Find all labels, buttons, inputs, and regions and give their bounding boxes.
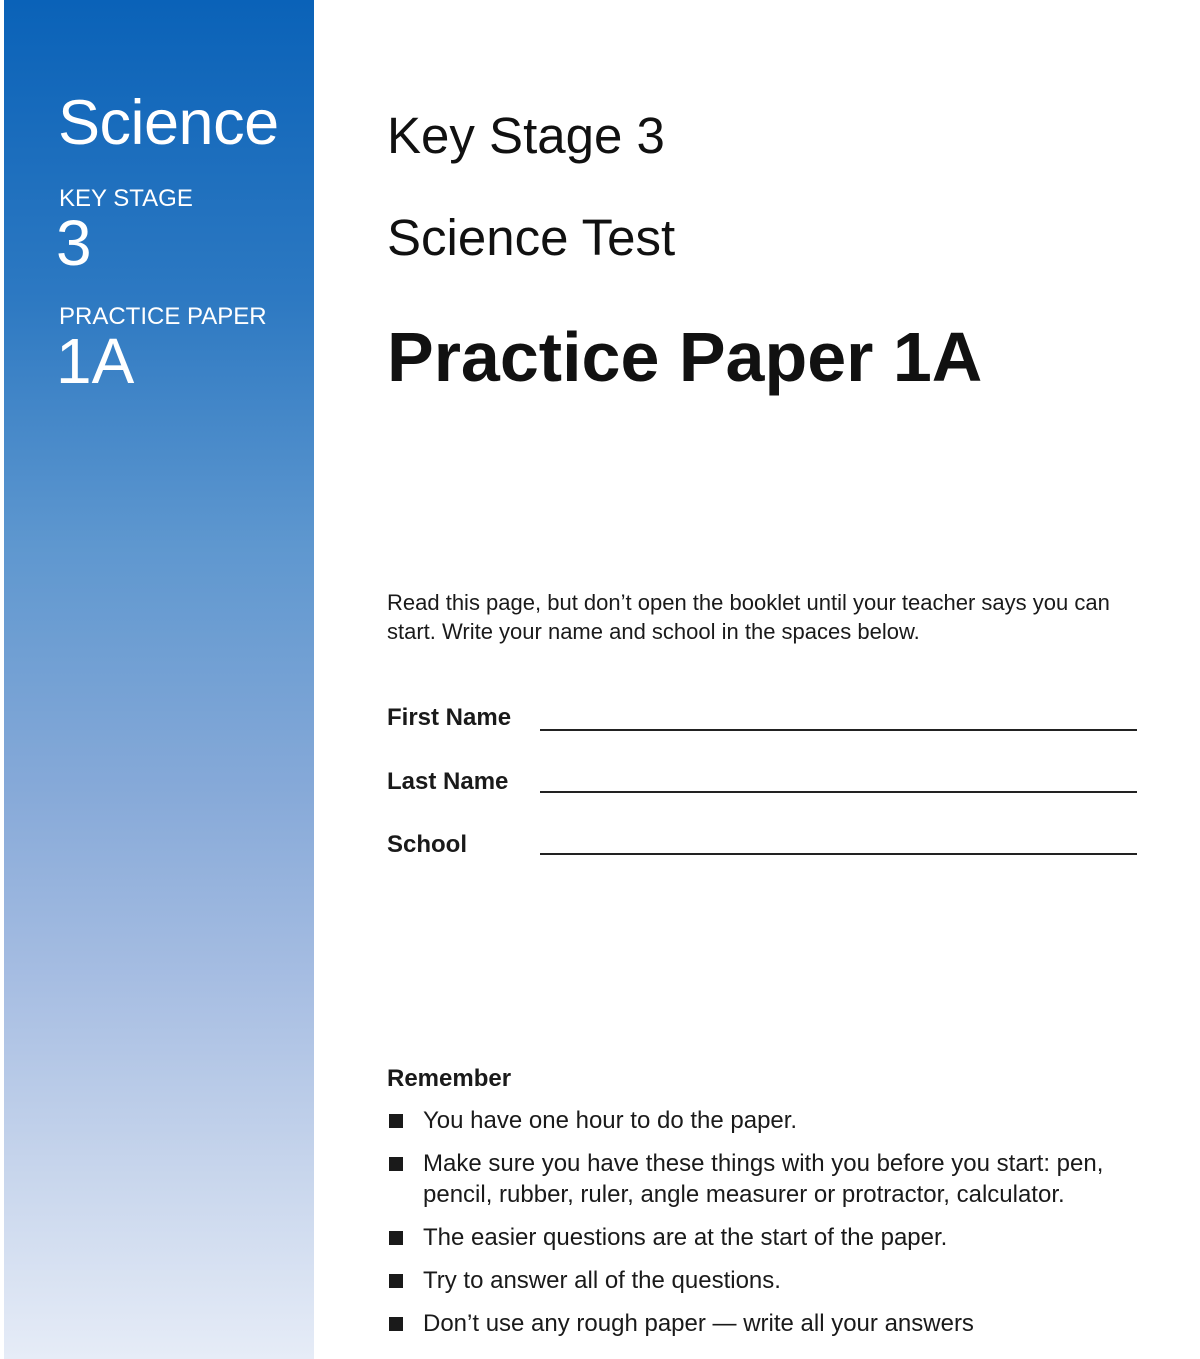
list-item <box>387 1265 1167 1296</box>
list-item-text: The easier questions are at the start of the paper. <box>423 1224 948 1251</box>
square-bullet-icon <box>389 1274 403 1288</box>
sidebar-title: Science <box>58 88 279 158</box>
square-bullet-icon <box>389 1157 403 1171</box>
key-stage-heading: Key Stage 3 <box>387 107 665 164</box>
paper-title: Practice Paper 1A <box>387 318 983 396</box>
practice-paper-label: PRACTICE PAPER <box>59 303 267 330</box>
square-bullet-icon <box>389 1114 403 1128</box>
last-name-field[interactable] <box>540 791 1137 793</box>
list-item-text: Make sure you have these things with you before you start: pen, pencil, rubber, ruler, angle measurer or protractor, calculator. <box>423 1150 1104 1208</box>
last-name-label: Last Name <box>387 768 509 795</box>
key-stage-label: KEY STAGE <box>59 185 193 212</box>
practice-paper-code: 1A <box>56 325 135 397</box>
first-name-field[interactable] <box>540 729 1137 731</box>
school-field[interactable] <box>540 853 1137 855</box>
list-item-text: You have one hour to do the paper. <box>423 1107 798 1134</box>
remember-heading: Remember <box>387 1065 512 1092</box>
intro-instructions: Read this page, but don’t open the booklet until your teacher says you can start. Write your name and school in the spaces below. <box>387 590 1110 644</box>
first-name-label: First Name <box>387 704 512 731</box>
list-item-text: Try to answer all of the questions. <box>423 1267 781 1294</box>
list-item-text: Don’t use any rough paper — write all your answers <box>423 1310 974 1337</box>
remember-list <box>387 1105 1167 1351</box>
list-item <box>387 1222 1167 1253</box>
list-item <box>387 1105 1167 1136</box>
subject-heading: Science Test <box>387 209 676 266</box>
list-item <box>387 1148 1167 1210</box>
key-stage-number: 3 <box>56 207 92 279</box>
school-label: School <box>387 831 468 858</box>
square-bullet-icon <box>389 1317 403 1331</box>
square-bullet-icon <box>389 1231 403 1245</box>
list-item <box>387 1308 1167 1339</box>
